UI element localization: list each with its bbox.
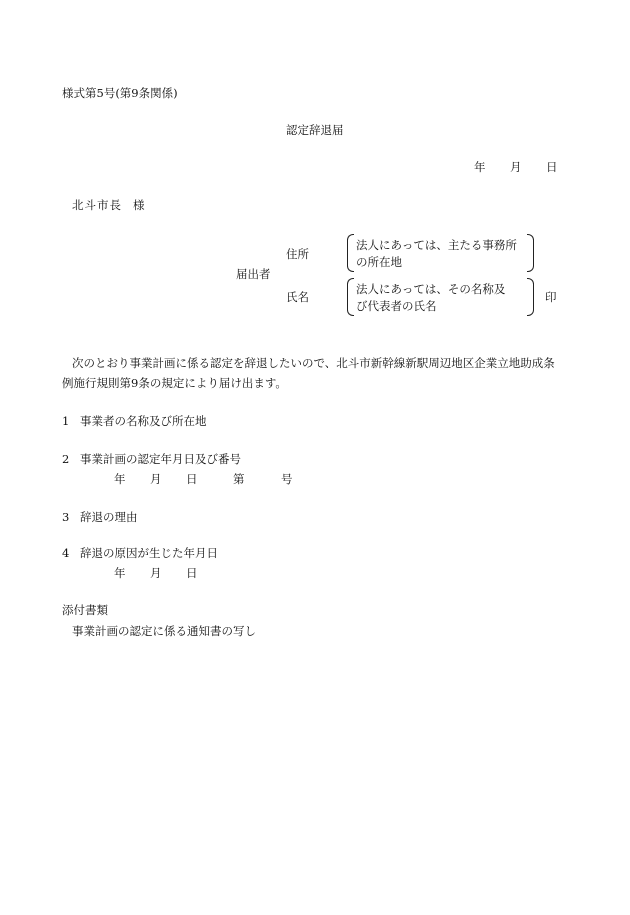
address-note-line2: の所在地 <box>356 255 402 269</box>
item-number-prefix: 第 <box>233 472 245 486</box>
item-date-year-label: 年 <box>114 472 126 486</box>
addressee-name: 北斗市長 <box>72 198 122 212</box>
item-number: 1 <box>62 414 70 428</box>
date-year-label: 年 <box>474 160 486 174</box>
item-number-suffix: 号 <box>281 472 293 486</box>
address-note-open-brace <box>347 234 354 272</box>
body-text-line1: 次のとおり事業計画に係る認定を辞退したいので、北斗市新幹線新駅周辺地区企業立地助成条 <box>72 356 555 370</box>
item-date-month-label: 月 <box>150 566 162 580</box>
name-note-open-brace <box>347 278 354 316</box>
attachments-heading: 添付書類 <box>62 603 108 617</box>
item-label: 辞退の原因が生じた年月日 <box>80 546 218 560</box>
date-day-label: 日 <box>546 160 558 174</box>
address-label: 住所 <box>286 247 309 261</box>
form-number: 様式第5号(第9条関係) <box>62 86 178 100</box>
item-label: 事業者の名称及び所在地 <box>80 414 207 428</box>
item-number: 4 <box>62 546 70 560</box>
name-note-line1: 法人にあっては、その名称及 <box>356 282 506 296</box>
name-note-line2: び代表者の氏名 <box>356 299 437 313</box>
item-date-year-label: 年 <box>114 566 126 580</box>
seal-mark: 印 <box>545 290 557 304</box>
addressee-honorific: 様 <box>133 198 145 212</box>
document-title: 認定辞退届 <box>286 123 344 137</box>
date-month-label: 月 <box>510 160 522 174</box>
item-label: 辞退の理由 <box>80 510 138 524</box>
name-note-close-brace <box>527 278 534 316</box>
item-number: 2 <box>62 452 70 466</box>
item-date-day-label: 日 <box>186 566 198 580</box>
item-label: 事業計画の認定年月日及び番号 <box>80 452 241 466</box>
item-number: 3 <box>62 510 70 524</box>
name-label: 氏名 <box>286 290 309 304</box>
notifier-label: 届出者 <box>236 267 271 281</box>
address-note-close-brace <box>527 234 534 272</box>
body-text-line2: 例施行規則第9条の規定により届け出ます。 <box>62 376 287 390</box>
address-note-line1: 法人にあっては、主たる事務所 <box>356 238 517 252</box>
attachments-item: 事業計画の認定に係る通知書の写し <box>72 624 256 638</box>
item-date-month-label: 月 <box>150 472 162 486</box>
item-date-day-label: 日 <box>186 472 198 486</box>
